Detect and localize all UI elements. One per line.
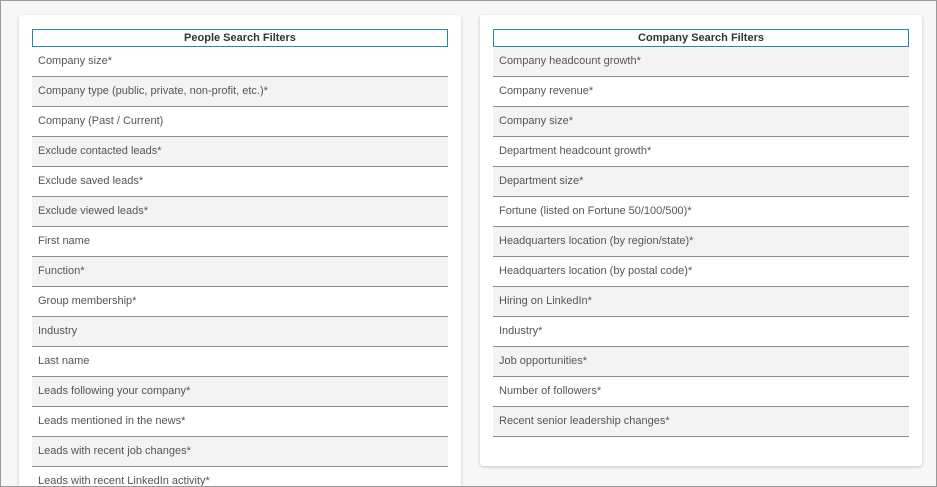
company-filters-card xyxy=(480,15,922,466)
table-row: Hiring on LinkedIn* xyxy=(493,287,909,317)
table-row: Number of followers* xyxy=(493,377,909,407)
table-row: Leads with recent job changes* xyxy=(32,437,448,467)
table-row: Company (Past / Current) xyxy=(32,107,448,137)
table-row: Company revenue* xyxy=(493,77,909,107)
table-row: Department headcount growth* xyxy=(493,137,909,167)
table-row: Headquarters location (by region/state)* xyxy=(493,227,909,257)
table-row: Exclude contacted leads* xyxy=(32,137,448,167)
table-row: Exclude saved leads* xyxy=(32,167,448,197)
table-row: Group membership* xyxy=(32,287,448,317)
table-row: Company headcount growth* xyxy=(493,47,909,77)
table-row: Headquarters location (by postal code)* xyxy=(493,257,909,287)
people-filters-table xyxy=(32,29,448,487)
table-row: Leads mentioned in the news* xyxy=(32,407,448,437)
table-row: Last name xyxy=(32,347,448,377)
people-filters-title: People Search Filters xyxy=(32,29,448,47)
table-row: Function* xyxy=(32,257,448,287)
people-filters-card xyxy=(19,15,461,487)
table-row: Company size* xyxy=(32,47,448,77)
table-row: Company type (public, private, non-profit, etc.)* xyxy=(32,77,448,107)
table-row: First name xyxy=(32,227,448,257)
table-row: Leads following your company* xyxy=(32,377,448,407)
table-row: Fortune (listed on Fortune 50/100/500)* xyxy=(493,197,909,227)
table-row: Department size* xyxy=(493,167,909,197)
company-filters-title: Company Search Filters xyxy=(493,29,909,47)
company-filters-table xyxy=(493,29,909,437)
table-row: Company size* xyxy=(493,107,909,137)
table-row: Job opportunities* xyxy=(493,347,909,377)
table-row: Industry xyxy=(32,317,448,347)
table-row: Leads with recent LinkedIn activity* xyxy=(32,467,448,487)
table-row: Exclude viewed leads* xyxy=(32,197,448,227)
table-row: Recent senior leadership changes* xyxy=(493,407,909,437)
table-row: Industry* xyxy=(493,317,909,347)
